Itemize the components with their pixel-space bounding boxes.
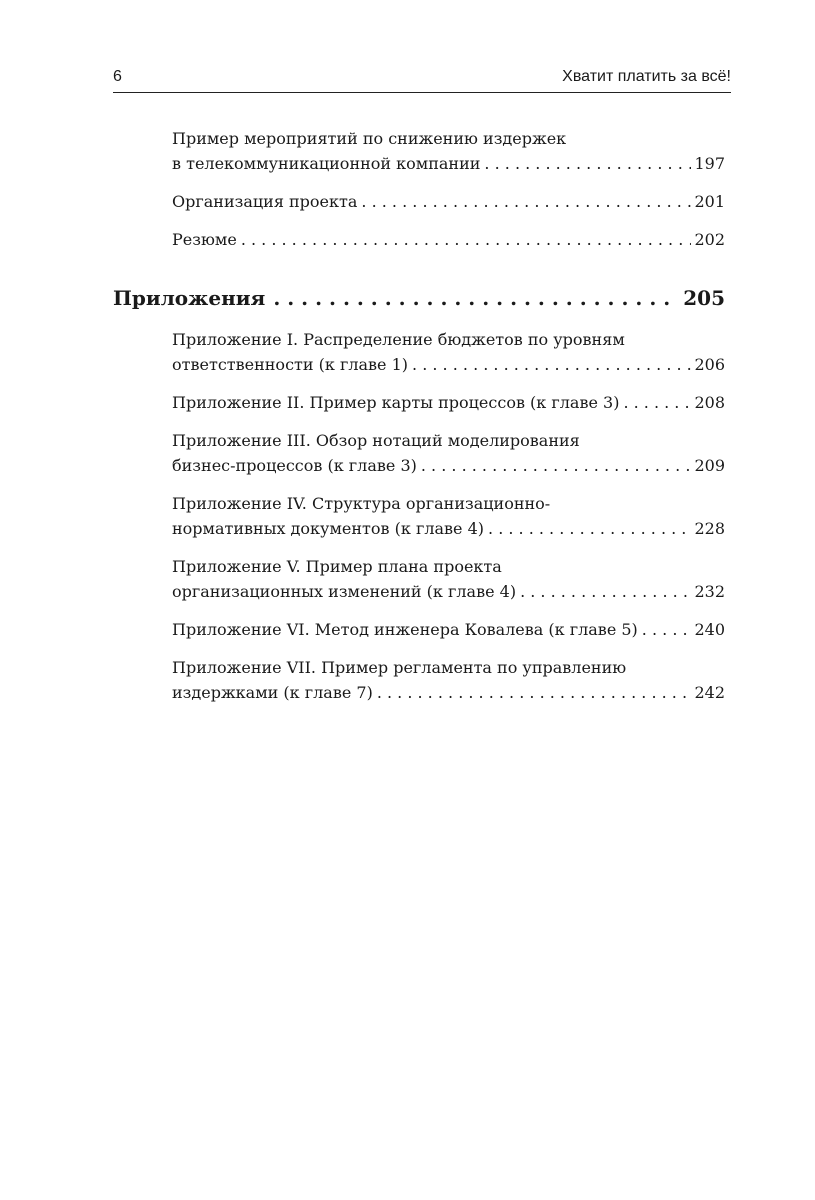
dot-leader: [421, 453, 692, 478]
running-title: Хватит платить за всё!: [562, 68, 731, 85]
toc-page-number: 205: [683, 286, 725, 310]
toc-entry-title: Приложение VI. Метод инженера Ковалева (к главе 5): [172, 620, 638, 639]
toc-entry-title: ответственности (к главе 1): [172, 355, 409, 374]
toc-page-number: 242: [694, 683, 725, 702]
toc-page-number: 206: [694, 355, 725, 374]
toc-entry[interactable]: [172, 554, 725, 604]
table-of-contents: [113, 126, 725, 705]
page-header: [113, 66, 731, 93]
toc-page-number: 201: [694, 192, 725, 211]
toc-page-number: 240: [694, 620, 725, 639]
dot-leader: [361, 189, 691, 214]
toc-entry[interactable]: [172, 491, 725, 541]
dot-leader: [412, 352, 691, 377]
dot-leader: [377, 680, 692, 705]
toc-entry-title: нормативных документов (к главе 4): [172, 519, 485, 538]
toc-entry-title-line: Приложение III. Обзор нотаций моделирования: [172, 431, 580, 450]
toc-entry-title-line: Приложение I. Распределение бюджетов по уровням: [172, 330, 625, 349]
dot-leader: [273, 284, 677, 312]
toc-page-number: 232: [694, 582, 725, 601]
toc-entry-title: в телекоммуникационной компании: [172, 154, 481, 173]
dot-leader: [488, 516, 691, 541]
toc-entry[interactable]: [172, 655, 725, 705]
toc-entry[interactable]: [172, 390, 725, 415]
dot-leader: [241, 227, 692, 252]
dot-leader: [520, 579, 691, 604]
page-number: 6: [113, 68, 122, 85]
toc-entry-title: Организация проекта: [172, 192, 358, 211]
section-title: Приложения: [113, 286, 266, 310]
dot-leader: [623, 390, 691, 415]
toc-section-appendices[interactable]: [113, 284, 725, 312]
toc-entry[interactable]: [172, 189, 725, 214]
toc-entry-title: бизнес-процессов (к главе 3): [172, 456, 417, 475]
toc-page-number: 209: [694, 456, 725, 475]
toc-entry-title-line: Приложение V. Пример плана проекта: [172, 557, 502, 576]
toc-entry-title: издержками (к главе 7): [172, 683, 373, 702]
toc-page-number: 228: [694, 519, 725, 538]
toc-entry-title-line: Приложение IV. Структура организационно-: [172, 494, 551, 513]
toc-entry[interactable]: [172, 126, 725, 176]
dot-leader: [642, 617, 692, 642]
toc-entry-title: организационных изменений (к главе 4): [172, 582, 517, 601]
toc-page-number: 197: [694, 154, 725, 173]
toc-entry-title: Приложение II. Пример карты процессов (к главе 3): [172, 393, 620, 412]
dot-leader: [484, 151, 691, 176]
toc-entry[interactable]: [172, 327, 725, 377]
toc-entry-title-line: Приложение VII. Пример регламента по управлению: [172, 658, 627, 677]
toc-entry[interactable]: [172, 617, 725, 642]
toc-entry-title-line: Пример мероприятий по снижению издержек: [172, 129, 567, 148]
toc-page-number: 202: [694, 230, 725, 249]
toc-page-number: 208: [694, 393, 725, 412]
toc-entry[interactable]: [172, 428, 725, 478]
toc-entry[interactable]: [172, 227, 725, 252]
toc-entry-title: Резюме: [172, 230, 237, 249]
